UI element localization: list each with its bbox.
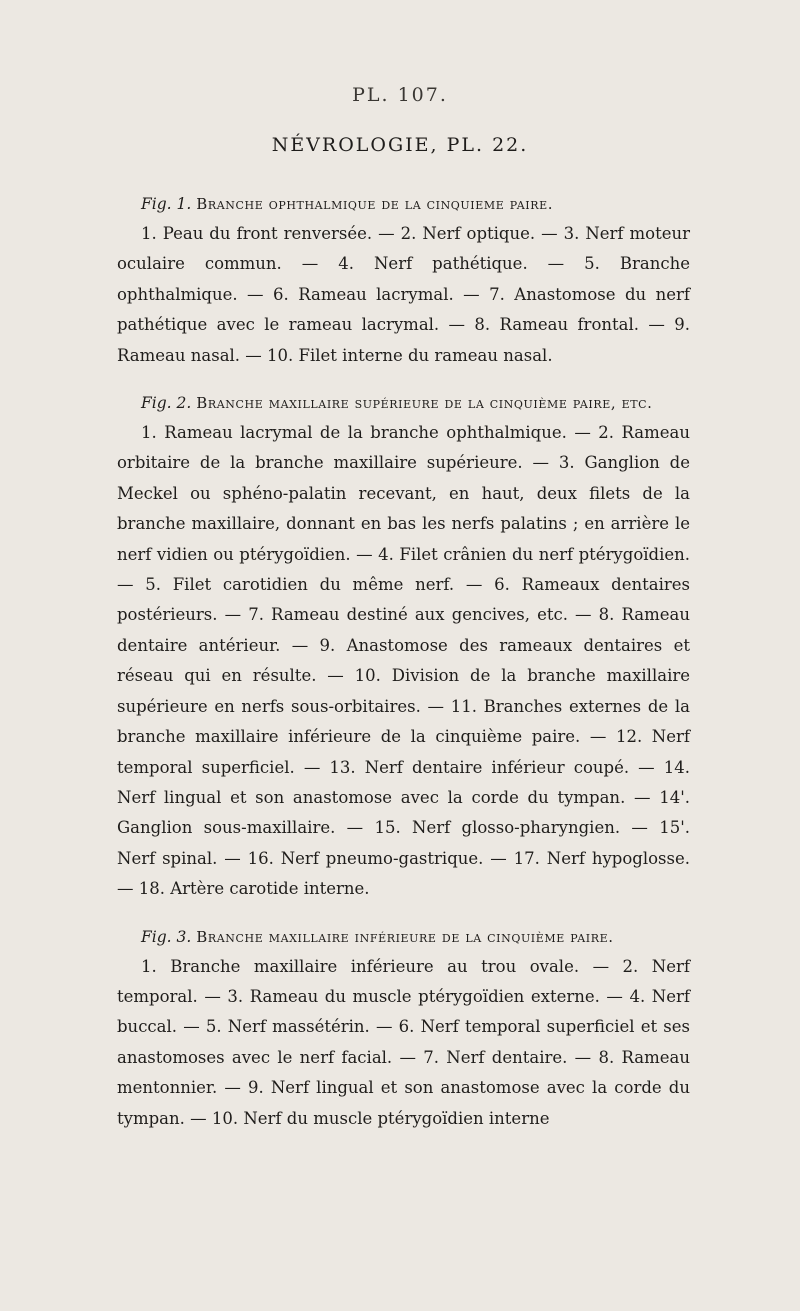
figure-description: 1. Rameau lacrymal de la branche ophthalmique. — 2. Rameau orbitaire de la branche maxillaire supérieure. — 3. Ganglion de Meckel ou sphéno-palatin recevant, en haut, deux filets de la branche maxillaire, donnant en bas les nerfs palatins ; en arrière le nerf vidien ou ptérygoïdien. — 4. Filet crânien du nerf ptérygoïdien. — 5. Filet carotidien du même nerf. — 6. Rameaux dentaires postérieurs. — 7. Rameau destiné aux gencives, etc. — 8. Rameau dentaire antérieur. — 9. Anastomose des rameaux dentaires et réseau qui en résulte. — 10. Division de la branche maxillaire supérieure en nerfs sous-orbitaires. — 11. Branches externes de la branche maxillaire inférieure de la cinquième paire. — 12. Nerf temporal superficiel. — 13. Nerf dentaire inférieur coupé. — 14. Nerf lingual et son anastomose avec la corde du tympan. — 14'. Ganglion sous-maxillaire. — 15. Nerf glosso-pharyngien. — 15'. Nerf spinal. — 16. Nerf pneumo-gastrique. — 17. Nerf hypoglosse. — 18. Artère carotide interne. bbox=[117, 423, 690, 899]
figure-heading bbox=[117, 389, 690, 418]
figure-title: Branche ophthalmique de la cinquieme paire. bbox=[196, 195, 554, 213]
figure-title: Branche maxillaire supérieure de la cinquième paire, etc. bbox=[196, 394, 653, 413]
figure-description: 1. Branche maxillaire inférieure au trou ovale. — 2. Nerf temporal. — 3. Rameau du muscle ptérygoïdien externe. — 4. Nerf buccal. — 5. Nerf massétérin. — 6. Nerf temporal superficiel et ses anastomoses avec le nerf facial. — 7. Nerf dentaire. — 8. Rameau mentonnier. — 9. Nerf lingual et son anastomose avec la corde du tympan. — 10. Nerf du muscle ptérygoïdien interne bbox=[117, 956, 690, 1128]
figure-description: 1. Peau du front renversée. — 2. Nerf optique. — 3. Nerf moteur oculaire commun. — 4. Nerf pathétique. — 5. Branche ophthalmique. — 6. Rameau lacrymal. — 7. Anastomose du nerf pathétique avec le rameau lacrymal. — 8. Rameau frontal. — 9. Rameau nasal. — 10. Filet interne du rameau nasal. bbox=[117, 224, 690, 365]
figure-heading bbox=[117, 923, 690, 952]
figure-label: Fig. 2. bbox=[141, 394, 192, 413]
figure-legends bbox=[117, 190, 690, 1152]
figure-heading bbox=[117, 190, 690, 219]
figure-legend-3 bbox=[117, 923, 690, 1134]
plate-number: PL. 107. bbox=[352, 84, 448, 106]
figure-label: Fig. 3. bbox=[141, 927, 192, 946]
figure-label: Fig. 1. bbox=[141, 195, 192, 213]
section-title: NÉVROLOGIE, PL. 22. bbox=[271, 134, 529, 156]
figure-legend-2 bbox=[117, 389, 690, 905]
figure-legend-1 bbox=[117, 190, 690, 371]
figure-title: Branche maxillaire inférieure de la cinquième paire. bbox=[196, 927, 614, 946]
